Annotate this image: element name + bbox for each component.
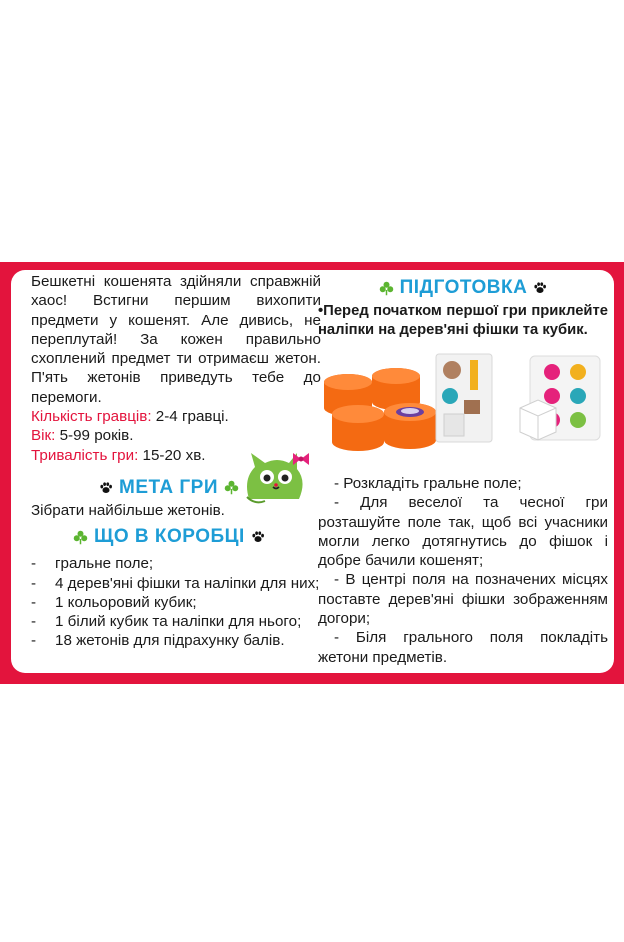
rules-card: [11, 270, 614, 673]
prep-step-text: - В центрі поля на позначених місцях поставте дерев'яні фішки зображенням догори;: [318, 571, 608, 628]
box-heading-text: ЩО В КОРОБЦІ: [94, 526, 245, 548]
clover-icon: [224, 480, 239, 495]
list-item: [318, 493, 608, 570]
fact-players-key: Кількість гравців:: [31, 408, 152, 426]
components-illustration: [318, 348, 608, 466]
left-column: [31, 270, 321, 651]
prep-steps-list: [318, 474, 608, 667]
paw-icon: [251, 530, 265, 544]
clover-icon: [73, 530, 88, 545]
box-item-text: 4 дерев'яні фішки та наліпки для них;: [55, 574, 320, 592]
dice-with-stickers: [516, 352, 608, 444]
box-contents-list: [31, 554, 321, 650]
prep-step-text: - Розкладіть гральне поле;: [334, 475, 522, 492]
prep-heading: [318, 275, 608, 301]
fact-age-key: Вік:: [31, 427, 56, 445]
list-item: - гральне поле;: [31, 555, 154, 573]
paw-icon: [533, 281, 547, 295]
box-item-text: гральне поле;: [55, 555, 154, 573]
list-item: - 1 білий кубик та наліпки для нього;: [31, 613, 302, 631]
goal-heading-text: МЕТА ГРИ: [119, 476, 219, 498]
fact-players: [31, 407, 321, 426]
list-item: - 1 кольоровий кубик;: [31, 593, 197, 611]
fact-age-value: 5-99 років.: [55, 427, 134, 445]
list-item: - 18 жетонів для підрахунку балів.: [31, 632, 285, 650]
box-item-text: 1 білий кубик та наліпки для нього;: [55, 613, 302, 631]
right-column: [318, 270, 608, 667]
list-item: [318, 628, 608, 667]
box-heading: [31, 524, 321, 550]
list-item: [318, 474, 608, 493]
prep-step-text: - Біля грального поля покладіть жетони предметів.: [318, 629, 608, 666]
goal-heading-row: [31, 471, 321, 501]
paw-icon: [99, 481, 113, 495]
fact-players-value: 2-4 гравці.: [151, 408, 229, 426]
goal-text: Зібрати найбільше жетонів.: [31, 501, 225, 519]
prep-intro: •Перед початком першої гри приклейте наліпки на дерев'яні фішки та кубик.: [318, 303, 608, 338]
list-item: [318, 570, 608, 628]
box-item-text: 18 жетонів для підрахунку балів.: [55, 632, 285, 650]
clover-icon: [379, 281, 394, 296]
wooden-tokens: [318, 362, 448, 458]
fact-duration-value: 15-20 хв.: [138, 446, 206, 464]
box-item-text: 1 кольоровий кубик;: [55, 593, 197, 611]
sticker-sheet: [434, 352, 494, 444]
goal-heading: [31, 475, 239, 501]
fact-age: [31, 426, 321, 445]
prep-step-text: - Для веселої та чесної гри розташуйте поле так, щоб всі учасники могли легко дотягнутись до фішок і добре бачили кошенят;: [318, 494, 608, 570]
prep-heading-text: ПІДГОТОВКА: [399, 277, 528, 298]
kitten-mascot: [241, 449, 321, 507]
fact-duration-key: Тривалість гри:: [31, 446, 139, 464]
list-item: - 4 дерев'яні фішки та наліпки для них;: [31, 574, 320, 592]
intro-paragraph: Бешкетні кошенята здійняли справжній хаос! Встигни першим вихопити предмети у кошенят. Але дивись, не переплутай! За кожен правильно схоплений предмет ти отримаєш жетон. П'ять жетонів приведуть тебе до перемоги.: [31, 273, 321, 406]
